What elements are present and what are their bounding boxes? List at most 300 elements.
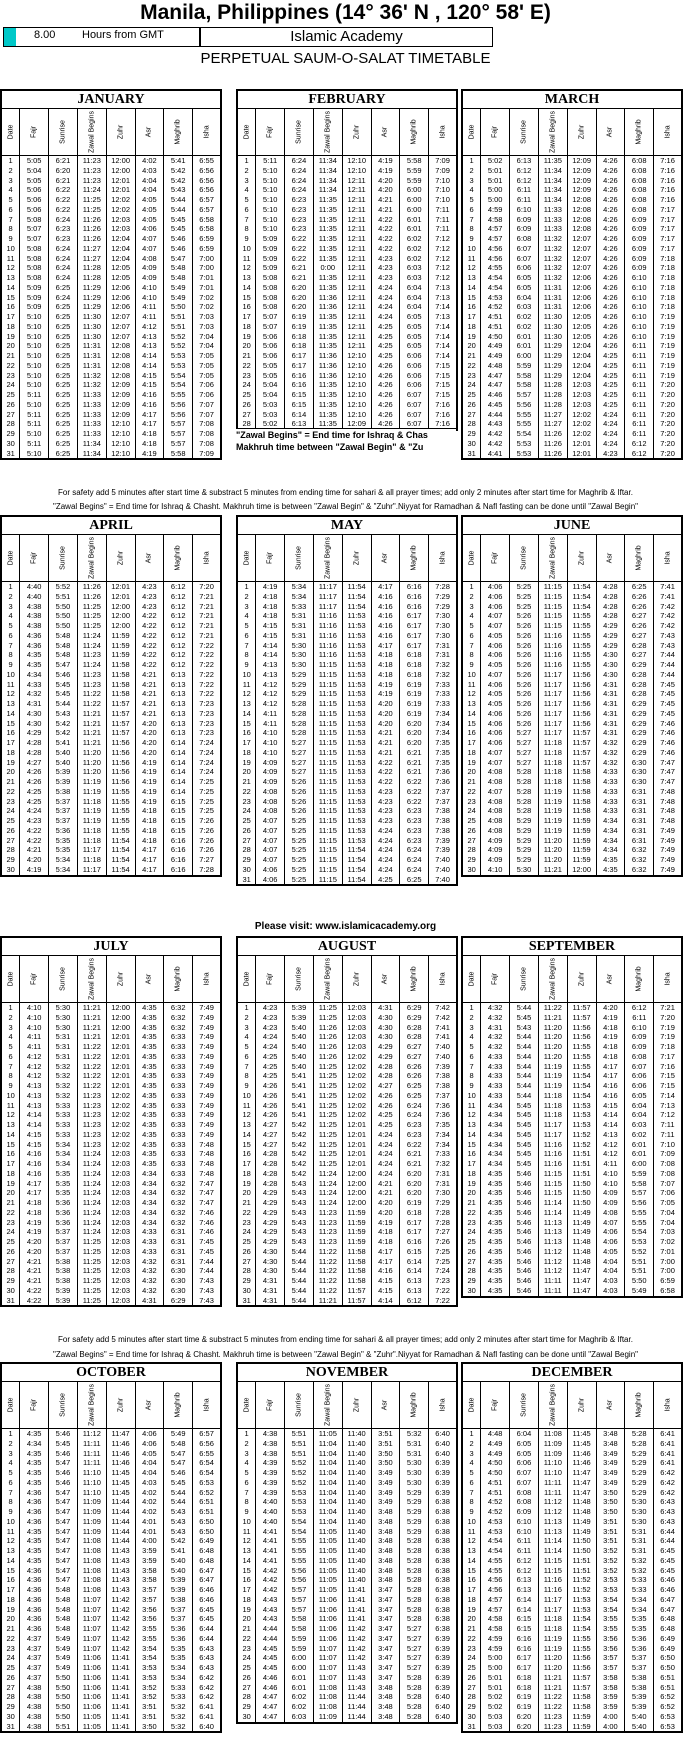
table-cell: 6:32 [164,1208,193,1218]
table-cell: 6:13 [164,728,193,738]
table-cell: 11:15 [314,816,343,826]
table-cell: 16 [463,728,481,738]
table-cell: 4:19 [136,767,165,777]
table-cell: 5:45 [164,1478,193,1488]
table-row [463,1159,681,1169]
table-cell: 22 [2,1208,20,1218]
table-cell: 4:20 [372,719,401,729]
table-cell: 1 [463,1003,481,1013]
column-header-label: Fajr [491,1398,499,1412]
table-cell: 11:55 [568,650,597,660]
table-cell: 5:53 [285,1497,314,1507]
table-cell: 6:17 [400,1218,429,1228]
table-cell: 7:13 [435,282,450,292]
table-cell: 5:51 [164,312,193,322]
table-cell: 7:08 [199,429,214,438]
table-cell: 4:34 [481,1159,510,1169]
table-cell: 4:26 [597,156,626,166]
table-cell: 6:33 [164,1169,193,1179]
table-cell: 12:11 [343,185,372,195]
table-cell: 6:49 [199,1536,214,1546]
table-cell: 4:12 [256,680,285,690]
table-cell: 11:31 [78,351,107,361]
table-cell: 0:00 [314,263,343,273]
table-row [238,1458,456,1468]
table-cell: 6:46 [660,1575,675,1585]
table-cell: 11:23 [78,166,107,176]
table-cell: 11:25 [314,1130,343,1140]
table-cell: 4:25 [372,322,401,332]
table-cell: 6:39 [435,1653,450,1663]
table-cell: 2 [238,166,256,176]
table-cell: 5 [2,1468,20,1478]
table-row [2,176,220,186]
table-cell: 12:04 [107,254,136,264]
table-cell: 11:42 [107,1605,136,1615]
table-cell: 11 [2,1527,20,1537]
table-cell: 6:32 [625,845,654,855]
table-cell: 11:49 [568,1218,597,1228]
table-cell: 6:19 [400,1198,429,1208]
table-cell: 4:20 [372,185,401,195]
table-cell: 6:19 [400,680,429,690]
table-cell: 5:34 [625,1595,654,1605]
table-cell: 4:26 [372,419,401,429]
column-header-label: Fajr [266,1398,274,1412]
table-cell: 5:46 [510,1237,539,1247]
table-cell: 5:45 [510,1130,539,1140]
table-cell: 7:23 [199,718,214,728]
table-cell: 4:35 [20,1429,49,1439]
table-cell: 13 [463,699,481,709]
column-header-label: Isha [439,972,447,986]
table-row [2,1013,220,1023]
table-cell: 11:29 [539,341,568,351]
table-cell: 3:56 [597,1634,626,1644]
month-name: NOVEMBER [238,1364,456,1382]
table-cell: 11:59 [568,1722,597,1732]
table-cell: 11:21 [78,728,107,738]
table-cell: 18 [238,1169,256,1179]
column-header [20,1382,49,1428]
table-cell: 7:13 [435,312,450,321]
table-cell: 12:11 [343,205,372,215]
table-cell: 4:22 [136,621,165,631]
table-cell: 5:54 [625,1227,654,1237]
table-cell: 11:21 [78,738,107,748]
table-cell: 5:41 [49,738,78,748]
table-cell: 11:42 [107,1595,136,1605]
table-cell: 5:46 [164,244,193,254]
table-cell: 7:48 [199,1168,214,1178]
table-cell: 4:16 [136,400,165,410]
table-cell: 4:16 [372,611,401,621]
table-cell: 11:25 [314,1091,343,1101]
table-cell: 11:54 [107,845,136,855]
table-row [238,1439,456,1449]
column-header [256,956,285,1002]
column-header-label: Sunrise [520,120,528,144]
table-cell: 23 [2,797,20,807]
table-cell: 5:10 [256,205,285,215]
table-cell: 12:04 [568,361,597,371]
table-cell: 5:49 [49,1653,78,1663]
table-cell: 7 [463,1062,481,1072]
table-cell: 5:54 [510,429,539,439]
column-header [136,956,165,1002]
table-cell: 6:20 [285,293,314,303]
table-cell: 11:17 [539,1130,568,1140]
table-cell: 14 [463,283,481,293]
table-cell: 11:31 [78,341,107,351]
table-cell: 4:19 [597,1013,626,1023]
column-header [510,535,539,581]
table-row [2,234,220,244]
table-cell: 11:42 [343,1644,372,1654]
table-cell: 5:44 [164,1497,193,1507]
table-cell: 11:59 [343,1227,372,1237]
table-row [238,1120,456,1130]
table-cell: 7:16 [435,399,450,409]
table-cell: 23 [238,371,256,381]
table-row [463,156,681,166]
table-cell: 11:31 [539,302,568,312]
column-header [285,109,314,155]
table-cell: 6:00 [625,1159,654,1169]
table-cell: 11:29 [78,293,107,303]
table-cell: 11:04 [314,1449,343,1459]
table-cell: 14 [238,283,256,293]
table-cell: 4:43 [256,1614,285,1624]
table-cell: 3:51 [136,1712,165,1722]
table-cell: 4:30 [597,650,626,660]
table-cell: 7:01 [199,282,214,292]
table-cell: 13 [2,699,20,709]
table-cell: 5:45 [49,1439,78,1449]
column-header [238,535,256,581]
table-cell: 6:10 [625,332,654,342]
table-row [2,1722,220,1732]
column-header-label: Zuhr [353,1397,361,1413]
table-cell: 11:24 [78,1227,107,1237]
table-cell: 6:20 [400,738,429,748]
table-cell: 4:12 [256,689,285,699]
table-cell: 6:56 [199,1438,214,1448]
table-cell: 23 [2,1218,20,1228]
table-cell: 11:51 [568,1159,597,1169]
table-cell: 11:24 [314,1188,343,1198]
table-cell: 12:08 [107,351,136,361]
table-cell: 12:10 [343,371,372,381]
table-row [238,1614,456,1624]
table-cell: 5:10 [256,224,285,234]
table-cell: 6:21 [285,273,314,283]
table-cell: 4:56 [481,1585,510,1595]
column-header-label: Fajr [30,972,38,986]
table-cell: 4:26 [597,234,626,244]
column-header [314,956,343,1002]
table-cell: 11:25 [314,1159,343,1169]
table-cell: 12:00 [343,1198,372,1208]
table-cell: 4:26 [597,312,626,322]
table-cell: 6:12 [164,592,193,602]
table-cell: 10 [463,1091,481,1101]
table-cell: 5:56 [164,410,193,420]
table-cell: 5:48 [49,650,78,660]
table-cell: 4:54 [481,283,510,293]
table-cell: 7:45 [660,708,675,718]
table-cell: 11:54 [343,602,372,612]
column-header-label: Isha [439,125,447,139]
table-cell: 6:31 [625,797,654,807]
table-cell: 6:24 [400,1101,429,1111]
table-cell: 11:24 [314,1198,343,1208]
table-cell: 11:50 [568,1536,597,1546]
table-row [2,1712,220,1722]
table-cell: 6:00 [285,1653,314,1663]
table-cell: 11:53 [343,728,372,738]
table-cell: 4:43 [481,419,510,429]
table-cell: 28 [238,1266,256,1276]
table-cell: 7:49 [199,1051,214,1061]
zawal-note-1: "Zawal Begins" = End time for Ishraq & Chasht. Makhruh time is between "Zawal Begin" & "Zuhr".Niyyat for Ramadhan & Nafl fasting can be done until "Zawal Begin" [53,502,638,511]
table-cell: 5:52 [285,1478,314,1488]
table-row [2,1653,220,1663]
table-cell: 11:40 [343,1546,372,1556]
table-cell: 7:47 [660,767,675,777]
table-cell: 7:46 [199,1217,214,1227]
table-cell: 4:22 [136,631,165,641]
table-cell: 7:41 [660,582,675,591]
table-cell: 11:56 [568,1663,597,1673]
table-row [463,787,681,797]
table-cell: 11:35 [314,283,343,293]
table-cell: 4:42 [481,439,510,449]
table-cell: 6:29 [625,709,654,719]
table-cell: 12:02 [107,1110,136,1120]
table-cell: 4:04 [136,185,165,195]
table-cell: 5:52 [285,1468,314,1478]
table-row [463,1023,681,1033]
table-cell: 11:26 [78,215,107,225]
table-cell: 22 [463,1208,481,1218]
table-cell: 22 [463,361,481,371]
table-cell: 12:02 [343,1052,372,1062]
table-cell: 1 [238,156,256,166]
table-cell: 7:22 [199,660,214,669]
table-cell: 11:53 [343,641,372,651]
table-cell: 4:18 [136,806,165,816]
table-cell: 4:24 [256,1032,285,1042]
table-cell: 11:41 [107,1673,136,1683]
table-cell: 5:47 [49,1536,78,1546]
table-row [463,826,681,836]
table-cell: 5:33 [285,602,314,612]
table-cell: 11:33 [78,390,107,400]
table-cell: 11:30 [78,312,107,322]
table-cell: 25 [463,1237,481,1247]
table-cell: 6:13 [164,689,193,699]
table-cell: 5:35 [164,1644,193,1654]
table-cell: 11 [2,680,20,690]
column-header-label: Date [468,550,476,566]
table-row [463,263,681,273]
visit-website[interactable]: Please visit: www.islamicacademy.org [254,921,437,932]
table-cell: 11:58 [107,689,136,699]
table-cell: 4:23 [256,1023,285,1033]
table-cell: 4:36 [20,1585,49,1595]
table-cell: 12:01 [568,449,597,459]
table-cell: 11:15 [314,855,343,865]
table-cell: 29 [2,855,20,865]
table-cell: 4:19 [136,787,165,797]
table-cell: 4:17 [597,1071,626,1081]
table-cell: 6:26 [400,1062,429,1072]
table-cell: 4:21 [20,845,49,855]
table-cell: 5:40 [49,748,78,758]
table-cell: 5:10 [20,341,49,351]
table-cell: 11:08 [314,1692,343,1702]
table-cell: 7:18 [660,302,675,312]
table-cell: 28 [238,845,256,855]
table-cell: 4:29 [256,1208,285,1218]
table-cell: 11:35 [314,390,343,400]
table-cell: 6:01 [400,224,429,234]
table-cell: 6:22 [285,244,314,254]
table-cell: 21 [238,777,256,787]
table-cell: 11:29 [78,302,107,312]
table-cell: 7:05 [199,360,214,370]
table-cell: 4:28 [256,1169,285,1179]
table-row [463,1003,681,1013]
column-header-label: Date [7,550,15,566]
table-cell: 6:00 [285,1663,314,1673]
table-cell: 4:30 [372,1023,401,1033]
table-cell: 15 [2,1566,20,1576]
table-cell: 11:09 [78,1527,107,1537]
table-cell: 11:16 [539,1575,568,1585]
table-row [238,1276,456,1286]
column-header-label: Date [7,971,15,987]
table-cell: 11:34 [539,185,568,195]
table-cell: 11:57 [107,709,136,719]
table-row [463,361,681,371]
table-cell: 15 [2,1140,20,1150]
table-cell: 13 [2,1120,20,1130]
table-cell: 4:28 [20,738,49,748]
table-cell: 3:47 [372,1605,401,1615]
table-cell: 7:43 [199,1285,214,1295]
table-cell: 11:19 [78,816,107,826]
column-header [107,956,136,1002]
table-cell: 11:25 [78,1286,107,1296]
table-cell: 24 [238,1227,256,1237]
table-cell: 4:10 [256,748,285,758]
table-cell: 6:12 [164,631,193,641]
table-cell: 11:07 [314,1653,343,1663]
column-header [107,535,136,581]
table-cell: 6:53 [660,1721,675,1731]
table-cell: 11:42 [343,1624,372,1634]
table-cell: 4:14 [256,641,285,651]
table-cell: 7:33 [435,689,450,699]
table-cell: 5:48 [164,273,193,283]
table-cell: 4:35 [20,1458,49,1468]
table-cell: 7:44 [660,650,675,660]
table-cell: 6:13 [285,419,314,429]
table-cell: 4:17 [597,1062,626,1072]
table-cell: 7:40 [435,874,450,884]
table-cell: 7:05 [199,370,214,380]
table-cell: 4:35 [136,1101,165,1111]
table-cell: 4:19 [20,1218,49,1228]
table-cell: 4:26 [597,176,626,186]
table-cell: 4:34 [136,1218,165,1228]
table-cell: 26 [463,400,481,410]
column-header [481,1382,510,1428]
table-cell: 5:30 [49,1013,78,1023]
column-header-label: Zawal Begins [549,1383,557,1427]
table-cell: 6:11 [625,429,654,439]
table-cell: 11:56 [107,748,136,758]
table-cell: 6:20 [49,166,78,176]
table-cell: 11:59 [107,641,136,651]
overlay-line: Makhruh time between "Zawal Begin" & "Zu [236,442,424,452]
table-cell: 7:17 [660,243,675,253]
table-cell: 4:48 [481,1429,510,1439]
table-cell: 11:07 [78,1644,107,1654]
table-cell: 11:33 [78,419,107,429]
table-cell: 11:53 [343,738,372,748]
table-row [2,351,220,361]
table-cell: 3:58 [597,1683,626,1693]
table-cell: 11:11 [539,1488,568,1498]
table-cell: 7:15 [435,360,450,370]
column-header [285,956,314,1002]
table-cell: 22 [2,1634,20,1644]
table-cell: 5:06 [256,351,285,361]
table-cell: 3:53 [597,1585,626,1595]
table-cell: 5:29 [625,1468,654,1478]
table-cell: 11:17 [539,1120,568,1130]
table-row [463,855,681,865]
table-cell: 4:24 [372,855,401,865]
table-row [2,1023,220,1033]
table-cell: 5:08 [256,293,285,303]
table-cell: 11:17 [539,699,568,709]
table-cell: 11:08 [78,1536,107,1546]
table-row [463,1497,681,1507]
table-cell: 25 [238,816,256,826]
table-cell: 6:49 [660,1633,675,1643]
table-row [238,371,456,381]
table-cell: 7:19 [660,341,675,351]
table-cell: 11:15 [539,1179,568,1189]
table-cell: 4 [238,1032,256,1042]
table-row [238,1546,456,1556]
table-cell: 12:04 [568,341,597,351]
table-row [2,1218,220,1228]
table-cell: 4:08 [481,816,510,826]
table-cell: 9 [2,1507,20,1517]
table-cell: 5:28 [285,719,314,729]
table-cell: 3:53 [136,1673,165,1683]
table-cell: 14 [238,709,256,719]
table-cell: 3:54 [136,1653,165,1663]
table-cell: 5:46 [510,1286,539,1296]
table-cell: 12:02 [107,1120,136,1130]
table-row [238,855,456,865]
